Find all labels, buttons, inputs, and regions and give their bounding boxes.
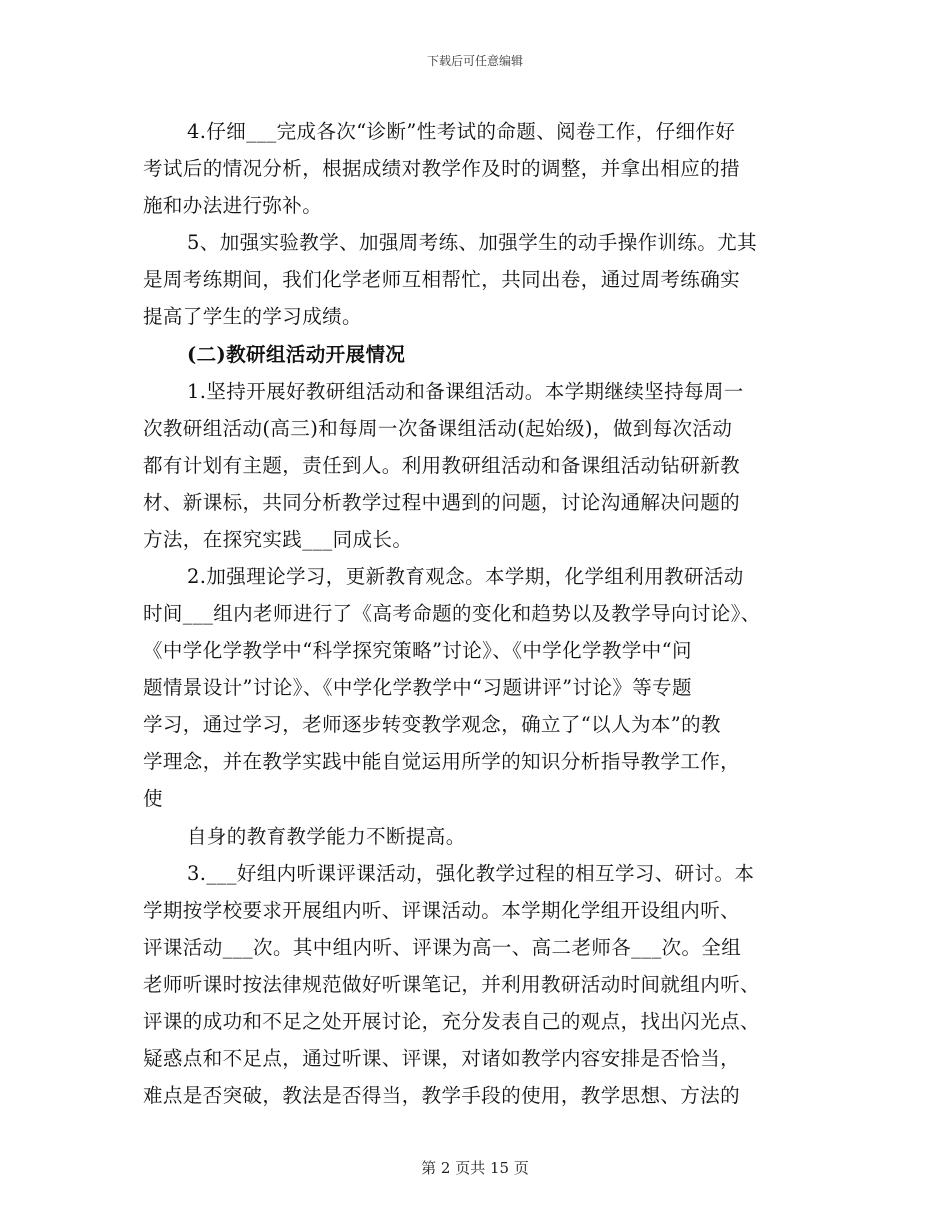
paragraph-line: 材、新课标，共同分析教学过程中遇到的问题，讨论沟通解决问题的	[143, 491, 741, 514]
paragraph-line: 5、加强实验教学、加强周考练、加强学生的动手操作训练。尤其	[187, 231, 758, 254]
paragraph-line: 评课活动___次。其中组内听、评课为高一、高二老师各___次。全组	[143, 936, 742, 959]
paragraph-line: 都有计划有主题，责任到人。利用教研组活动和备课组活动钻研新教	[143, 454, 741, 477]
paragraph-line: 施和办法进行弥补。	[143, 194, 323, 217]
paragraph-line: 使	[143, 787, 163, 810]
paragraph-line: 4.仔细___完成各次“诊断”性考试的命题、阅卷工作，仔细作好	[187, 120, 736, 143]
paragraph-line: 疑惑点和不足点，通过听课、评课，对诸如教学内容安排是否恰当，	[143, 1047, 741, 1070]
paragraph-line: 自身的教育教学能力不断提高。	[187, 825, 466, 848]
paragraph-line: 老师听课时按法律规范做好听课笔记，并利用教研活动时间就组内听、	[143, 973, 760, 996]
paragraph-line: 1.坚持开展好教研组活动和备课组活动。本学期继续坚持每周一	[187, 380, 744, 403]
paragraph-line: 难点是否突破，教法是否得当，教学手段的使用，教学思想、方法的	[143, 1084, 741, 1107]
paragraph-line: 2.加强理论学习，更新教育观念。本学期，化学组利用教研活动	[187, 565, 744, 588]
paragraph-line: 学理念，并在教学实践中能自觉运用所学的知识分析指导教学工作，	[143, 750, 741, 773]
page-header: 下载后可任意编辑	[426, 54, 523, 68]
paragraph-line: 学期按学校要求开展组内听、评课活动。本学期化学组开设组内听、	[143, 899, 741, 922]
paragraph-line: 题情景设计”讨论》、《中学化学教学中“习题讲评”讨论》等专题	[143, 676, 692, 699]
paragraph-line: 提高了学生的学习成绩。	[143, 305, 362, 328]
paragraph-line: 方法，在探究实践___同成长。	[143, 528, 413, 551]
paragraph-line: 是周考练期间，我们化学老师互相帮忙，共同出卷，通过周考练确实	[143, 268, 741, 291]
paragraph-line: 学习，通过学习，老师逐步转变教学观念，确立了“以人为本”的教	[143, 713, 721, 736]
paragraph-line: 次教研组活动(高三)和每周一次备课组活动(起始级)，做到每次活动	[143, 417, 733, 440]
section-heading: (二)教研组活动开展情况	[187, 343, 406, 366]
page-footer: 第 2 页共 15 页	[421, 1159, 529, 1177]
paragraph-line: 考试后的情况分析，根据成绩对教学作及时的调整，并拿出相应的措	[143, 157, 741, 180]
paragraph-line: 3.___好组内听课评课活动，强化教学过程的相互学习、研讨。本	[187, 862, 755, 885]
paragraph-line: 评课的成功和不足之处开展讨论，充分发表自己的观点，找出闪光点、	[143, 1010, 760, 1033]
paragraph-line: 《中学化学教学中“科学探究策略”讨论》、《中学化学教学中“问	[143, 639, 692, 662]
paragraph-line: 时间___组内老师进行了《高考命题的变化和趋势以及教学导向讨论》、	[143, 602, 761, 625]
